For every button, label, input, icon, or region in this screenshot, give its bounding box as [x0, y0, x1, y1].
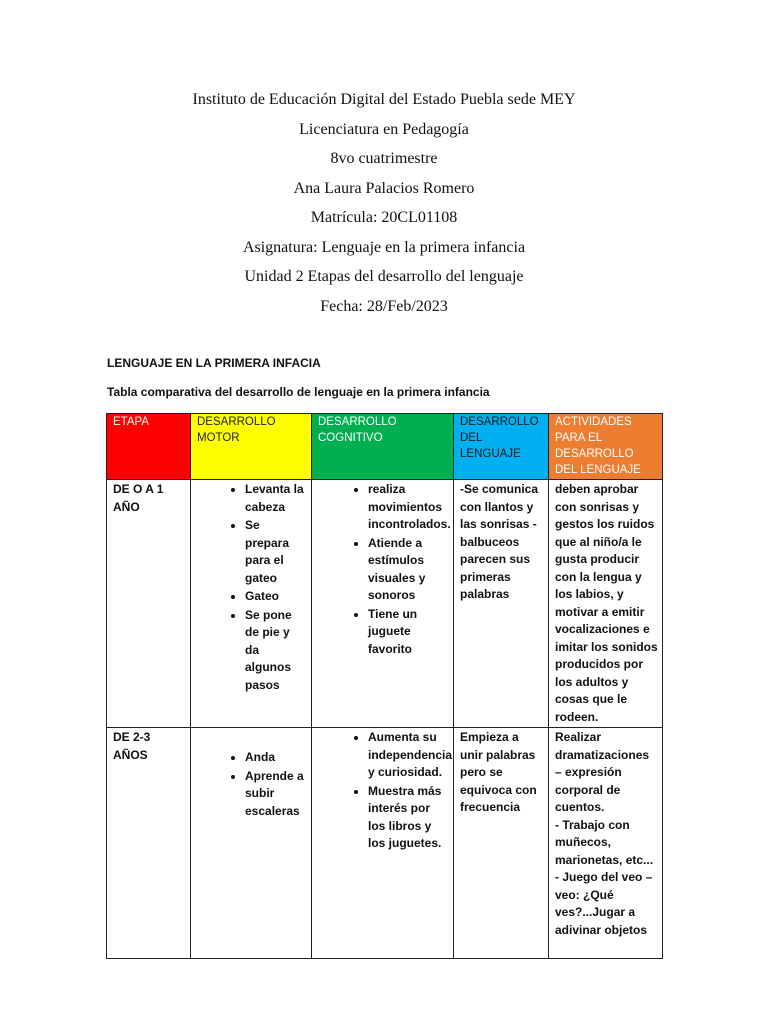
student-name: Ana Laura Palacios Romero	[293, 179, 475, 197]
id-number: Matrícula: 20CL01108	[310, 209, 458, 226]
list-item: • Se pone de pie y da algunos pasos	[245, 607, 307, 695]
activity-text: - Juego del veo – veo: ¿Qué ves?...Jugar a adivinar objetos	[555, 870, 653, 937]
document-header	[0, 85, 768, 321]
header-language: DESARROLLO DEL LENGUAJE	[454, 414, 549, 480]
program-name: Licenciatura en Pedagogía	[299, 120, 469, 138]
list-item: • Muestra más interés por los libros y los juguetes.	[368, 783, 449, 853]
cognitive-cell	[312, 728, 454, 959]
header-activities: ACTIVIDADES PARA EL DESARROLLO DEL LENGUAJE	[549, 414, 663, 480]
section-title: LENGUAJE EN LA PRIMERA INFACIA	[107, 356, 321, 370]
activity-text: Realizar dramatizaciones – expresión corporal de cuentos.	[555, 730, 650, 814]
list-item: • Levanta la cabeza	[245, 481, 307, 516]
header-stage: ETAPA	[107, 414, 191, 480]
table-caption: Tabla comparativa del desarrollo de lenguaje en la primera infancia	[107, 385, 490, 399]
stage-cell: DE 2-3 AÑOS	[107, 728, 191, 959]
list-item: • Gateo	[245, 588, 307, 606]
cognitive-cell	[312, 480, 454, 728]
table-row	[107, 728, 663, 959]
header-motor: DESARROLLO MOTOR	[191, 414, 312, 480]
list-item: • Se prepara para el gateo	[245, 517, 307, 587]
unit-name: Unidad 2 Etapas del desarrollo del lenguaje	[244, 268, 524, 285]
term-label: 8vo cuatrimestre	[330, 150, 438, 167]
subject-name: Asignatura: Lenguaje en la primera infancia	[242, 238, 526, 256]
list-item: • Anda	[245, 749, 307, 767]
list-item: • realiza movimientos incontrolados.	[368, 481, 449, 534]
header-cognitive: DESARROLLO COGNITIVO	[312, 414, 454, 480]
list-item: • Aumenta su independencia y curiosidad.	[368, 729, 449, 782]
date-label: Fecha: 28/Feb/2023	[320, 297, 448, 315]
table-row	[107, 480, 663, 728]
stage-cell: DE O A 1 AÑO	[107, 480, 191, 728]
language-cell: Empieza a unir palabras pero se equivoca con frecuencia	[454, 728, 549, 959]
activity-text: - Trabajo con muñecos, marionetas, etc...	[555, 817, 654, 867]
list-item: • Tiene un juguete favorito	[368, 606, 449, 659]
motor-cell	[191, 728, 312, 959]
motor-cell	[191, 480, 312, 728]
activities-cell	[549, 480, 663, 728]
activities-cell	[549, 728, 663, 959]
list-item: • Atiende a estímulos visuales y sonoros	[368, 535, 449, 605]
table-header-row	[107, 414, 663, 480]
institution-name: Instituto de Educación Digital del Estado Puebla sede MEY	[192, 91, 576, 108]
activity-text: deben aprobar con sonrisas y gestos los ruidos que al niño/a le gusta producir con la lengua y los labios, y motivar a emitir vocalizaciones e imitar los sonidos producidos por los adultos y cosas que le rodeen.	[555, 482, 658, 724]
list-item: • Aprende a subir escaleras	[245, 768, 307, 821]
language-cell: -Se comunica con llantos y las sonrisas -balbuceos parecen sus primeras palabras	[454, 480, 549, 728]
comparison-table	[106, 413, 663, 959]
